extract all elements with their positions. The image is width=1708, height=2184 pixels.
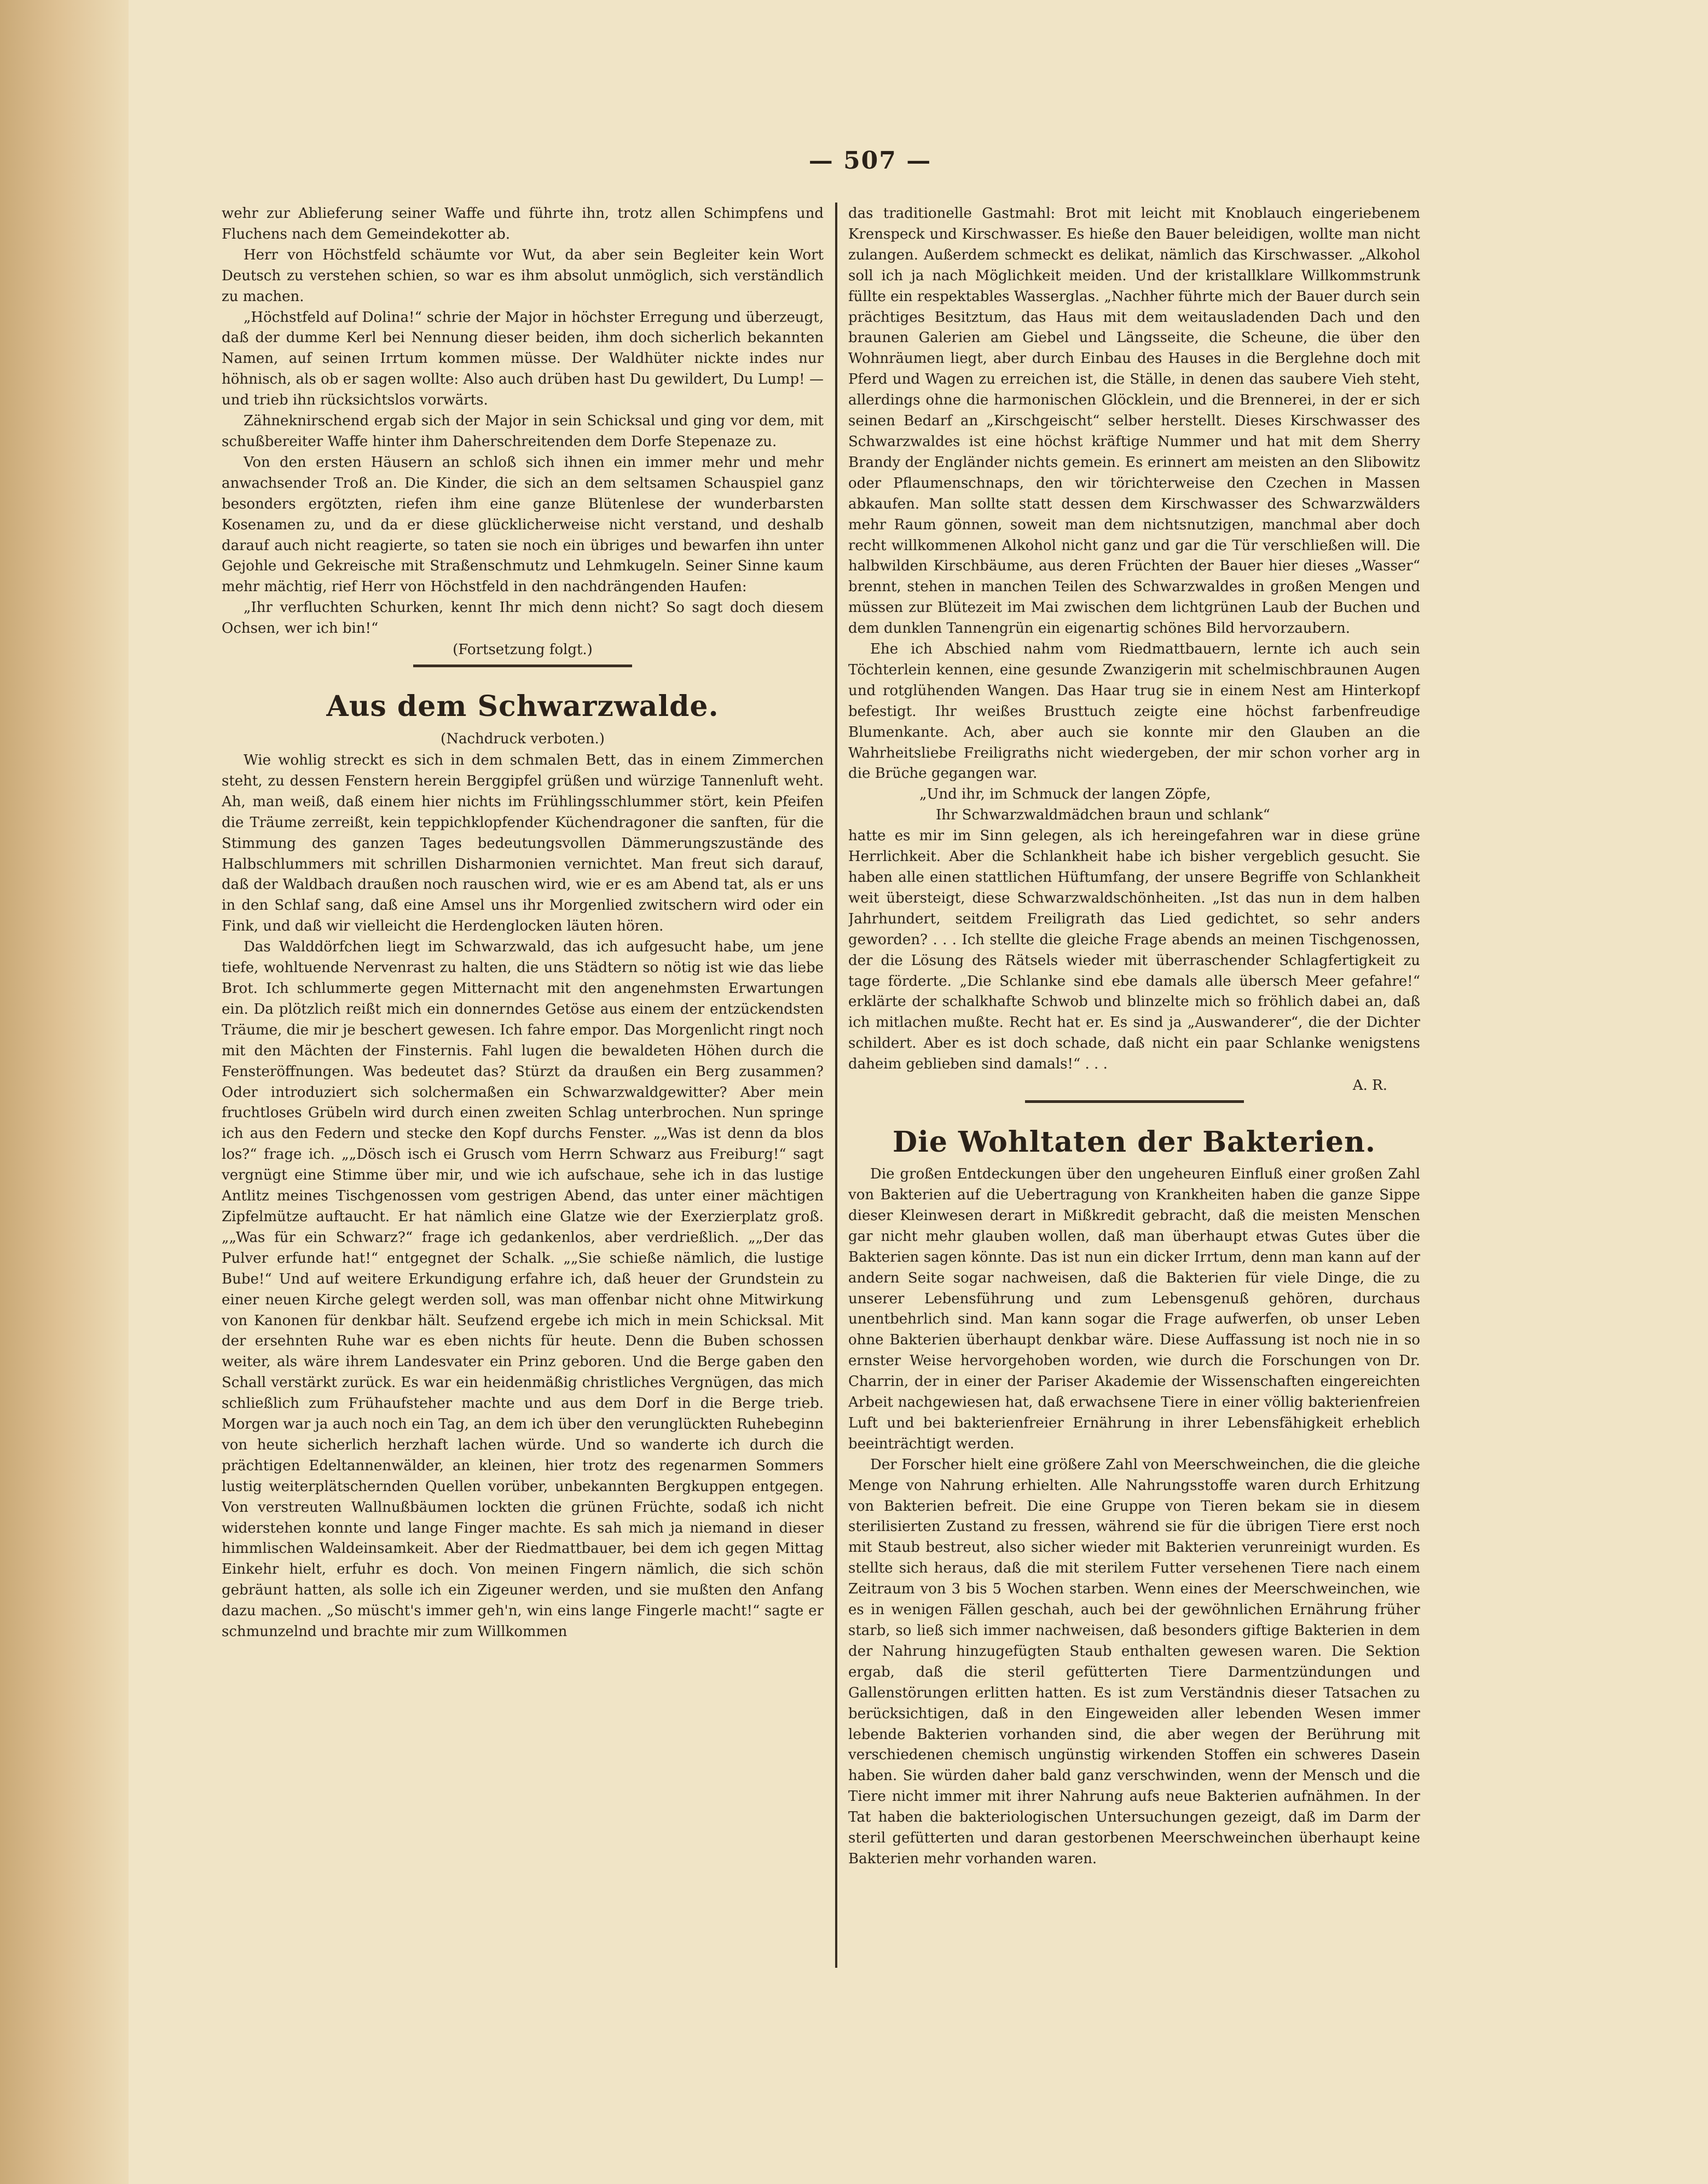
page-binding-shadow bbox=[0, 0, 129, 2184]
reprint-note: (Nachdruck verboten.) bbox=[441, 731, 605, 748]
article-paragraph: Ehe ich Abschied nahm vom Riedmattbauern, lernte ich auch sein Töchterlein kennen, eine gesunde Zwanzigerin mit schelmischbraunen Augen und rotglühenden Wangen. Das Haar trug sie in einem Nest am Hinterkopf befestigt. Ihr weißes Brusttuch zeigte eine höchst farbenfreudige Blumenkante. Ach, aber auch sie konnte mir den Glauben an die Wahrheitsliebe Freiligraths nicht wiedergeben, der mir schon vorher arg in die Brüche gegangen war. bbox=[848, 641, 1420, 782]
article-paragraph: Wie wohlig streckt es sich in dem schmalen Bett, das in einem Zimmerchen steht, zu dessen Fenstern herein Berggipfel grüßen und würzige Tannenluft weht. Ah, man weiß, daß einem hier nichts im Frühlingsschlummer stört, kein Pfeifen die Träume zerreißt, kein teppichklopfender Küchendragoner die sanften, für die Stimmung des ganzen Tages bedeutungsvollen Dämmerungszustände des Halbschlummers mit schrillen Disharmonien vernichtet. Man freut sich darauf, daß der Waldbach draußen noch rauschen wird, wie er es am Abend tat, als er uns in den Schlaf sang, daß eine Amsel uns ihr Morgenlied zwitschern wird oder ein Fink, und daß wir vielleicht die Herdenglocken läuten hören. bbox=[222, 752, 824, 935]
article-paragraph: das traditionelle Gastmahl: Brot mit leicht mit Knoblauch eingeriebenem Krenspeck und Kirschwasser. Es hieße den Bauer beleidigen, wollte man nicht zulangen. Außerdem schmeckt es delikat, nämlich das Kirschwasser. „Alkohol soll ich ja nach Möglichkeit meiden. Und der kristallklare Willkommstrunk füllte ein respektables Wasserglas. „Nachher führte mich der Bauer durch sein prächtiges Besitztum, das Haus mit dem weitausladenden Dach und den braunen Galerien am Giebel und Längsseite, die Scheune, die über den Wohnräumen liegt, aber durch Einbau des Hauses in die Berglehne doch mit Pferd und Wagen zu erreichen ist, die Ställe, in denen das saubere Vieh steht, allerdings ohne die harmonischen Glöcklein, und die Brennerei, in der er sich seinen Bedarf an „Kirschgeischt“ selber herstellt. Dieses Kirschwasser des Schwarzwaldes ist eine höchst kräftige Nummer und hat mit dem Sherry Brandy der Engländer nichts gemein. Es erinnert am meisten an den Slibowitz oder Pflaumenschnaps, den wir törichterweise den Czechen in Massen abkaufen. Man sollte statt dessen dem Kirschwasser des Schwarzwälders mehr Raum gönnen, soweit man dem nichtsnutzigen, manchmal aber doch recht willkommenen Alkohol nicht ganz und gar die Tür verschließen will. Die halbwilden Kirschbäume, aus deren Früchten der Bauer hier dieses „Wasser“ brennt, stehen in manchen Teilen des Schwarzwaldes in großen Mengen und müssen zur Blütezeit im Mai zwischen dem lichtgrünen Laub der Buchen und dem dunklen Tannengrün ein eigenartig schönes Bild hervorzaubern. bbox=[848, 205, 1420, 637]
right-column bbox=[848, 204, 1420, 1969]
article-title-schwarzwald: Aus dem Schwarzwalde. bbox=[326, 690, 719, 724]
verse-line: Ihr Schwarzwaldmädchen braun und schlank“ bbox=[936, 807, 1270, 824]
left-column bbox=[222, 204, 824, 1969]
page-number: — 507 — bbox=[808, 147, 932, 175]
story-paragraph: Zähneknirschend ergab sich der Major in sein Schicksal und ging vor dem, mit schußbereiter Waffe hinter ihm Daherschreitenden dem Dorfe Stepenaze zu. bbox=[222, 413, 824, 450]
article-paragraph: Der Forscher hielt eine größere Zahl von Meerschweinchen, die die gleiche Menge von Nahrung erhielten. Alle Nahrungsstoffe waren durch Erhitzung von Bakterien befreit. Die eine Gruppe von Tieren bekam sie in diesem sterilisierten Zustand zu fressen, während sie für die übrigen Tiere erst noch mit Staub bestreut, also sicher wieder mit Bakterien verunreinigt wurden. Es stellte sich heraus, daß die mit sterilem Futter versehenen Tiere nach einem Zeitraum von 3 bis 5 Wochen starben. Wenn eines der Meerschweinchen, wie es in wenigen Fällen geschah, auch bei der gewöhnlichen Ernährung früher starb, so ließ sich immer nachweisen, daß besonders giftige Bakterien in dem der Nahrung hinzugefügten Staub enthalten gewesen waren. Die Sektion ergab, daß die steril gefütterten Tiere Darmentzündungen und Gallenstörungen erlitten hatten. Es ist zum Verständnis dieser Tatsachen zu berücksichtigen, daß in den Eingeweiden aller lebenden Wesen immer lebende Bakterien vorhanden sind, die aber wegen der Berührung mit verschiedenen chemisch ungünstig wirkenden Stoffen ein schweres Dasein haben. Sie würden daher bald ganz verschwinden, wenn der Mensch und die Tiere nicht immer mit ihrer Nahrung aufs neue Bakterien aufnähmen. In der Tat haben die bakteriologischen Untersuchungen gezeigt, daß im Darm der steril gefütterten und daran gestorbenen Meerschweinchen überhaupt keine Bakterien mehr vorhanden waren. bbox=[848, 1456, 1420, 1867]
author-signature: A. R. bbox=[1352, 1077, 1387, 1094]
section-rule bbox=[413, 665, 632, 667]
article-paragraph: Die großen Entdeckungen über den ungeheuren Einfluß einer großen Zahl von Bakterien auf die Uebertragung von Krankheiten haben die ganze Sippe dieser Kleinwesen derart in Mißkredit gebracht, daß die meisten Menschen gar nicht mehr glauben wollen, daß man überhaupt etwas Gutes über die Bakterien sagen könnte. Das ist nun ein dicker Irrtum, denn man kann auf der andern Seite sogar nachweisen, daß die Bakterien für viele Dinge, die zu unserer Lebensführung und zum Lebensgenuß gehören, durchaus unentbehrlich sind. Man kann sogar die Frage aufwerfen, ob unser Leben ohne Bakterien überhaupt denkbar wäre. Diese Auffassung ist noch nie in so ernster Weise hervorgehoben worden, wie durch die Forschungen von Dr. Charrin, der in einer der Pariser Akademie der Wissenschaften eingereichten Arbeit nachgewiesen hat, daß erwachsene Tiere in einer völlig bakterienfreien Luft und bei bakterienfreier Ernährung in ihrer Lebensfähigkeit erheblich beeinträchtigt werden. bbox=[848, 1166, 1420, 1452]
section-rule bbox=[1025, 1100, 1244, 1103]
article-paragraph: Das Walddörfchen liegt im Schwarzwald, das ich aufgesucht habe, um jene tiefe, wohltuende Nervenrast zu halten, die uns Städtern so nötig ist wie das liebe Brot. Ich schlummerte gegen Mitternacht mit den angenehmsten Erwartungen ein. Da plötzlich reißt mich ein donnerndes Getöse aus einem der entzückendsten Träume, die mir je beschert gewesen. Ich fahre empor. Das Morgenlicht ringt noch mit den Mächten der Finsternis. Fahl lugen die bewaldeten Höhen durch die Fensteröffnungen. Was bedeutet das? Stürzt da draußen ein Berg zusammen? Oder introduziert sich solchermaßen ein Schwarzwaldgewitter? Aber mein fruchtloses Grübeln wird durch einen zweiten Schlag unterbrochen. Nun springe ich aus den Federn und stecke den Kopf durchs Fenster. „„Was ist denn da blos los?“ frage ich. „„Dösch isch ei Grusch vom Herrn Schwarz aus Freiburg!“ sagt vergnügt eine Stimme über mir, und wie ich aufschaue, sehe ich in das lustige Antlitz meines Tischgenossen vom gestrigen Abend, das unter einer mächtigen Zipfelmütze auftaucht. Er hat nämlich eine Glatze wie der Exerzierplatz groß. „„Was für ein Schwarz?“ frage ich gedankenlos, aber verdrießlich. „„Der das Pulver erfunde hat!“ entgegnet der Schalk. „„Sie schieße nämlich, die lustige Bube!“ Und auf weitere Erkundigung erfahre ich, daß heuer der Grundstein zu einer neuen Kirche gelegt werden soll, was man offenbar nicht ohne Mitwirkung von Kanonen für denkbar hält. Seufzend ergebe ich mich in mein Schicksal. Mit der ersehnten Ruhe war es eben nichts für heute. Denn die Buben schossen weiter, als wäre ihrem Landesvater ein Prinz geboren. Und die Berge gaben den Schall verstärkt zurück. Es war ein heidenmäßig christliches Vergnügen, das mich schließlich zum Frühaufsteher machte und aus dem Dorf in die Berge trieb. Morgen war ja auch noch ein Tag, an dem ich über den verunglückten Ruhebeginn von heute sicherlich herzhaft lachen würde. Und so wanderte ich durch die prächtigen Edeltannenwälder, an kleinen, hier trotz des regenarmen Sommers lustig weiterplätschernden Quellen vorüber, unbekannten Bergkuppen entgegen. Von verstreuten Wallnußbäumen lockten die grünen Früchte, sodaß ich nicht widerstehen konnte und lange Finger machte. Es sah mich ja niemand in dieser himmlischen Waldeinsamkeit. Aber der Riedmattbauer, bei dem ich gegen Mittag Einkehr hielt, erfuhr es doch. Von meinen Fingern nämlich, die sich schön gebräunt hatten, als solle ich ein Zigeuner werden, und sie mußten den Anfang dazu machen. „So müscht's immer geh'n, win eins lange Fingerle macht!“ sagte er schmunzelnd und brachte mir zum Willkommen bbox=[222, 939, 824, 1640]
verse-line: „Und ihr, im Schmuck der langen Zöpfe, bbox=[919, 786, 1211, 803]
continuation-note: (Fortsetzung folgt.) bbox=[453, 642, 593, 658]
story-paragraph: wehr zur Ablieferung seiner Waffe und führte ihn, trotz allen Schimpfens und Fluchens nach dem Gemeindekotter ab. bbox=[222, 205, 824, 242]
story-paragraph: „Höchstfeld auf Dolina!“ schrie der Major in höchster Erregung und überzeugt, daß der dumme Kerl bei Nennung dieser beiden, ihm doch sicherlich bekannten Namen, auf seinen Irrtum kommen müsse. Der Waldhüter nickte indes nur höhnisch, als ob er sagen wollte: Also auch drüben hast Du gewildert, Du Lump! — und trieb ihn rücksichtslos vorwärts. bbox=[222, 309, 824, 409]
column-divider bbox=[835, 203, 837, 1968]
article-title-bakterien: Die Wohltaten der Bakterien. bbox=[892, 1125, 1376, 1159]
story-paragraph: Von den ersten Häusern an schloß sich ihnen ein immer mehr und mehr anwachsender Troß an. Die Kinder, die sich an dem seltsamen Schauspiel ganz besonders ergötzten, riefen ihm eine ganze Blütenlese der wunderbarsten Kosenamen zu, und da er diese glücklicherweise nicht verstand, und deshalb darauf auch nicht reagierte, so taten sie noch ein übriges und bewarfen ihn unter Gejohle und Gekreische mit Straßenschmutz und Lehmkugeln. Seiner Sinne kaum mehr mächtig, rief Herr von Höchstfeld in den nachdrängenden Haufen: bbox=[222, 454, 824, 596]
article-paragraph: hatte es mir im Sinn gelegen, als ich hereingefahren war in diese grüne Herrlichkeit. Aber die Schlankheit habe ich bisher vergeblich gesucht. Sie haben alle einen stattlichen Hüftumfang, der unsere Begriffe von Schlankheit weit übersteigt, diese Schwarzwaldschönheiten. „Ist das nun in dem halben Jahrhundert, seitdem Freiligrath das Lied gedichtet, so sehr anders geworden? . . . Ich stellte die gleiche Frage abends an meinen Tischgenossen, der die Lösung des Rätsels wieder mit überraschender Schlagfertigkeit zu tage förderte. „Die Schlanke sind ebe damals alle übersch Meer gefahre!“ erklärte der schalkhafte Schwob und blinzelte mich so fröhlich dabei an, daß ich mitlachen mußte. Recht hat er. Es sind ja „Auswanderer“, die der Dichter schildert. Aber es ist doch schade, daß nicht ein paar Schlanke wenigstens daheim geblieben sind damals!“ . . . bbox=[848, 828, 1420, 1073]
story-paragraph: Herr von Höchstfeld schäumte vor Wut, da aber sein Begleiter kein Wort Deutsch zu verstehen schien, so war es ihm absolut unmöglich, sich verständlich zu machen. bbox=[222, 246, 824, 305]
story-paragraph: „Ihr verfluchten Schurken, kennt Ihr mich denn nicht? So sagt doch diesem Ochsen, wer ich bin!“ bbox=[222, 599, 824, 637]
